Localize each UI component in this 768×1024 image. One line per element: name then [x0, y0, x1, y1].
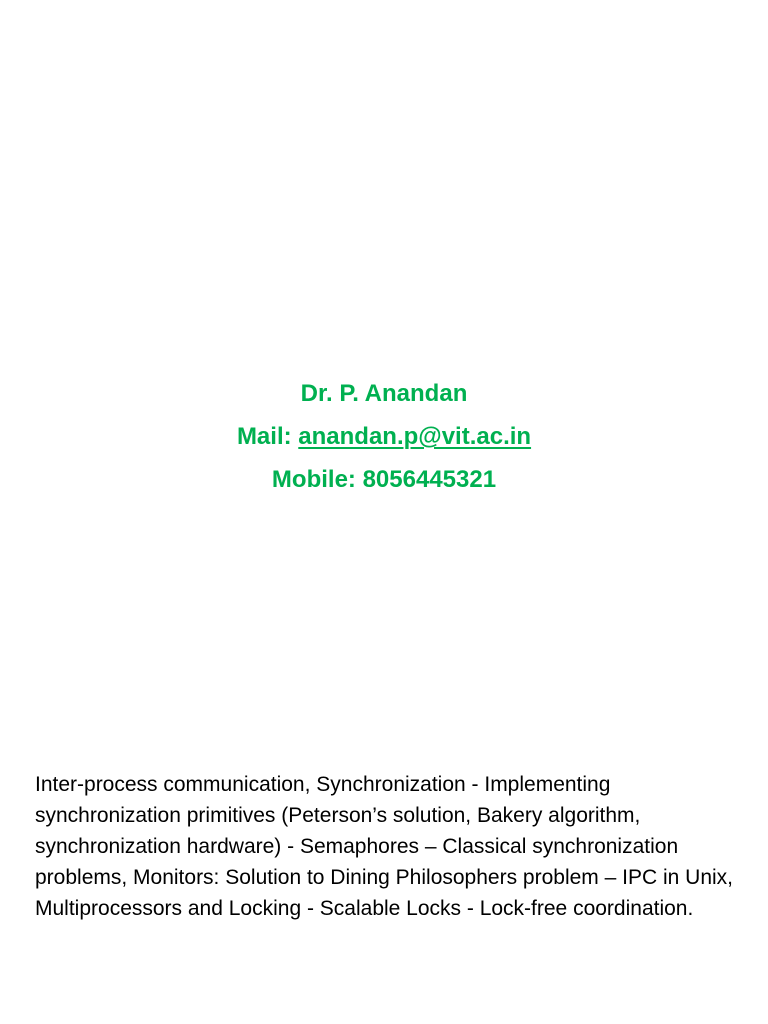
presenter-name: Dr. P. Anandan	[300, 380, 468, 407]
mobile-line: Mobile: 8056445321	[271, 466, 497, 493]
contact-block	[0, 372, 768, 501]
mail-label: Mail:	[236, 423, 299, 450]
syllabus-text: Inter-process communication, Synchronization - Implementing synchronization primitives (Peterson’s solution, Bakery algorithm, synchronization hardware) - Semaphores – Classical synchronization problems, Monitors: Solution to Dining Philosophers problem – IPC in Unix, Multiprocessors and Locking - Scalable Locks - Lock-free coordination.	[35, 773, 733, 920]
mail-line	[0, 415, 768, 458]
mail-link[interactable]: anandan.p@vit.ac.in	[298, 423, 532, 450]
